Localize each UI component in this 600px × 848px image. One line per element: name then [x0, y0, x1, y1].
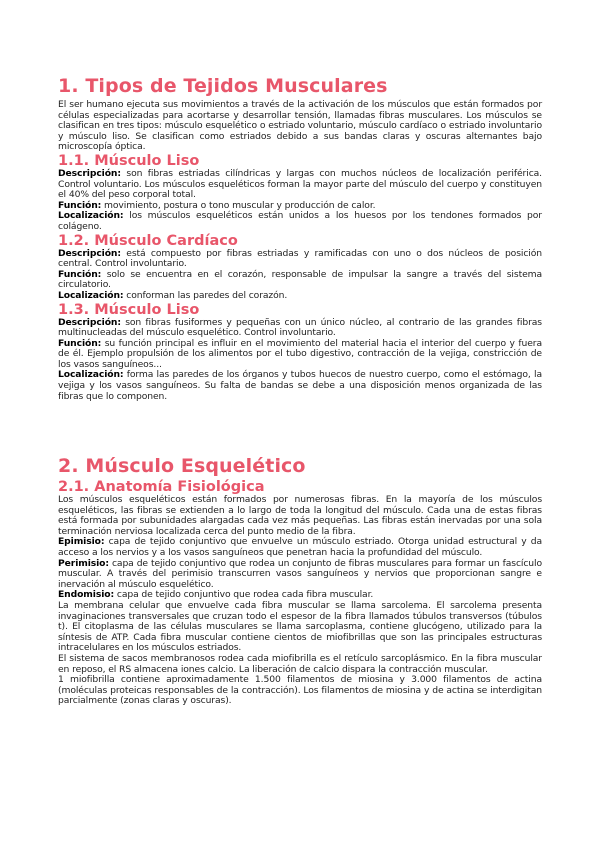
- text: capa de tejido conjuntivo que envuelve un músculo estriado. Otorga unidad estructural y da acceso a los nervios y a los vasos sanguíneos que penetran hacia la profundidad del músculo.: [58, 536, 542, 558]
- paragraph-fibers: Los músculos esqueléticos están formados por numerosas fibras. En la mayoría de los músculos esqueléticos, las fibras se extienden a lo largo de toda la longitud del músculo. Cada una de estas fibras está formada por subunidades alargadas cada vez más pequeñas. Las fibras están inervadas por una sola terminación nerviosa localizada cerca del punto medio de la fibra.: [58, 494, 542, 537]
- subsection-1-2-function: [58, 270, 542, 291]
- paragraph-miofibrilla: 1 miofibrilla contiene aproximadamente 1.500 filamentos de miosina y 3.000 filamentos de actina (moléculas proteicas responsables de la contracción). Los filamentos de miosina y de actina se interdigitan parcialmente (zonas claras y oscuras).: [58, 674, 542, 707]
- text: capa de tejido conjuntivo que rodea un conjunto de fibras musculares para formar un fascículo muscular. A través del perimisio transcurren vasos sanguíneos y nervios que proporcionan sangre e inervación al músculo esquelético.: [58, 557, 542, 590]
- label: Epimisio:: [58, 536, 105, 548]
- text: son fibras estriadas cilíndricas y largas con muchos núcleos de localización periférica. Control voluntario. Los músculos esqueléticos forman la mayor parte del músculo del cuerpo y constituyen el 40% del peso corporal total.: [58, 167, 542, 201]
- subsection-1-1-description: [58, 169, 542, 201]
- subsection-1-3-function: [58, 339, 542, 371]
- label: Función:: [58, 199, 102, 211]
- label: Función:: [58, 268, 102, 280]
- text: forma las paredes de los órganos y tubos huecos de nuestro cuerpo, como el estómago, la vejiga y los vasos sanguíneos. Su falta de bandas se debe a una disposición menos organizada de las fibras que lo componen.: [58, 369, 542, 402]
- subsection-1-3-title: 1.3. Músculo Liso: [58, 301, 200, 318]
- section-2-title: 2. Músculo Esquelético: [58, 455, 306, 477]
- subsection-1-1-title: 1.1. Músculo Liso: [58, 152, 200, 169]
- label: Descripción:: [58, 316, 121, 328]
- section-tipos-tejidos: [58, 76, 542, 402]
- text: movimiento, postura o tono muscular y producción de calor.: [101, 199, 376, 211]
- label: Localización:: [58, 369, 124, 381]
- text: está compuesto por fibras estriadas y ramificadas con uno o dos núcleos de posición central. Control involuntario.: [58, 247, 542, 270]
- text: solo se encuentra en el corazón, responsable de impulsar la sangre a través del sistema circulatorio.: [58, 268, 542, 291]
- definition-epimisio: [58, 537, 542, 558]
- paragraph-reticulo: El sistema de sacos membranosos rodea cada miofibrilla es el retículo sarcoplásmico. En la fibra muscular en reposo, el RS almacena iones calcio. La liberación de calcio dispara la contracción muscular.: [58, 652, 542, 675]
- label: Localización:: [58, 210, 124, 222]
- section-musculo-esqueletico: [58, 456, 542, 707]
- subsection-1-3-description: [58, 318, 542, 339]
- text: son fibras fusiformes y pequeñas con un único núcleo, al contrario de las grandes fibras multinucleadas del músculo esquelético. Control involuntario.: [58, 316, 542, 339]
- subsection-1-2-title: 1.2. Músculo Cardíaco: [58, 232, 238, 249]
- label: Descripción:: [58, 247, 121, 259]
- text: capa de tejido conjuntivo que rodea cada fibra muscular.: [114, 589, 374, 601]
- subsection-1-1-location: [58, 211, 542, 232]
- label: Endomisio:: [58, 589, 115, 601]
- text: los músculos esqueléticos están unidos a los huesos por los tendones formados por colágeno.: [58, 210, 542, 232]
- text: su función principal es influir en el movimiento del material hacia el interior del cuerpo y fuera de él. Ejemplo propulsión de los alimentos por el tubo digestivo, contracción de la vejiga, constricción de los vasos sanguíneos...: [58, 337, 542, 370]
- section-1-intro: El ser humano ejecuta sus movimientos a través de la activación de los músculos que están formados por células especializadas para acortarse y desarrollar tensión, llamadas fibras musculares. Los músculos se clasifican en tres tipos: músculo esquelético o estriado voluntario, músculo cardíaco o estriado involuntario y músculo liso. Se clasifican como estriados debido a sus bandas claras y oscuras alternantes bajo microscopía óptica.: [58, 99, 542, 153]
- subsection-1-2-location: [58, 291, 542, 302]
- definition-perimisio: [58, 559, 542, 591]
- subsection-1-2-description: [58, 249, 542, 270]
- paragraph-sarcolema: La membrana celular que envuelve cada fibra muscular se llama sarcolema. El sarcolema presenta invaginaciones transversales que cruzan todo el espesor de la fibra llamados túbulos transversos (túbulos t). El citoplasma de las células musculares se llama sarcoplasma, contiene glucógeno, utilizado para la síntesis de ATP. Cada fibra muscular contiene cientos de miofibrillas que son las principales estructuras intracelulares en los músculos estriados.: [58, 599, 542, 654]
- label: Descripción:: [58, 167, 121, 179]
- section-1-title: 1. Tipos de Tejidos Musculares: [58, 75, 388, 97]
- subsection-2-1-title: 2.1. Anatomía Fisiológica: [58, 479, 265, 495]
- label: Función:: [58, 337, 102, 349]
- subsection-1-3-location: [58, 370, 542, 402]
- text: conforman las paredes del corazón.: [123, 289, 288, 301]
- label: Perimisio:: [58, 557, 109, 569]
- label: Localización:: [58, 289, 124, 301]
